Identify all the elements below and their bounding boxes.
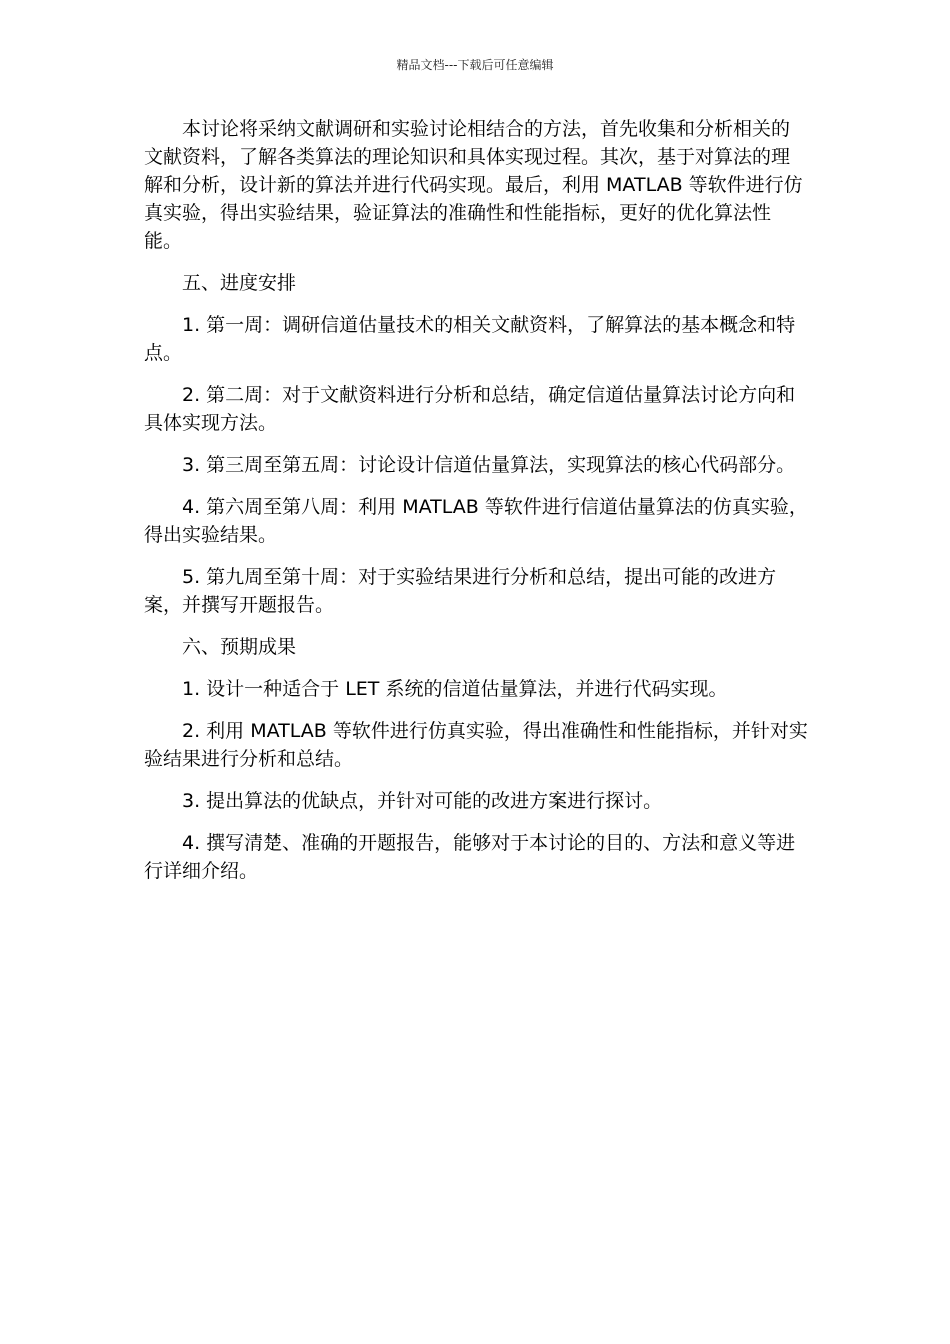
schedule-item-5: 5. 第九周至第十周：对于实验结果进行分析和总结，提出可能的改进方案，并撰写开题报告。: [144, 566, 777, 616]
section-heading-outcomes: 六、预期成果: [182, 636, 297, 658]
section-heading-schedule: 五、进度安排: [182, 272, 297, 294]
schedule-item-4: 4. 第六周至第八周：利用 MATLAB 等软件进行信道估量算法的仿真实验，得出实验结果。: [144, 496, 808, 546]
method-paragraph: 本讨论将采纳文献调研和实验讨论相结合的方法，首先收集和分析相关的文献资料，了解各类算法的理论知识和具体实现过程。其次，基于对算法的理解和分析，设计新的算法并进行代码实现。最后，利用 MATLAB 等软件进行仿真实验，得出实验结果，验证算法的准确性和性能指标，更好的优化算法性能。: [144, 118, 803, 252]
document-body: [144, 115, 808, 899]
outcome-item-1: 1. 设计一种适合于 LET 系统的信道估量算法，并进行代码实现。: [182, 678, 728, 700]
outcome-item-2: 2. 利用 MATLAB 等软件进行仿真实验，得出准确性和性能指标，并针对实验结果进行分析和总结。: [144, 720, 808, 770]
outcome-item-4: 4. 撰写清楚、准确的开题报告，能够对于本讨论的目的、方法和意义等进行详细介绍。: [144, 832, 796, 882]
schedule-item-3: 3. 第三周至第五周：讨论设计信道估量算法，实现算法的核心代码部分。: [182, 454, 796, 476]
schedule-item-1: 1. 第一周：调研信道估量技术的相关文献资料，了解算法的基本概念和特点。: [144, 314, 796, 364]
schedule-item-2: 2. 第二周：对于文献资料进行分析和总结，确定信道估量算法讨论方向和具体实现方法。: [144, 384, 796, 434]
page-header: 精品文档---下载后可任意编辑: [396, 58, 554, 72]
outcome-item-3: 3. 提出算法的优缺点，并针对可能的改进方案进行探讨。: [182, 790, 663, 812]
